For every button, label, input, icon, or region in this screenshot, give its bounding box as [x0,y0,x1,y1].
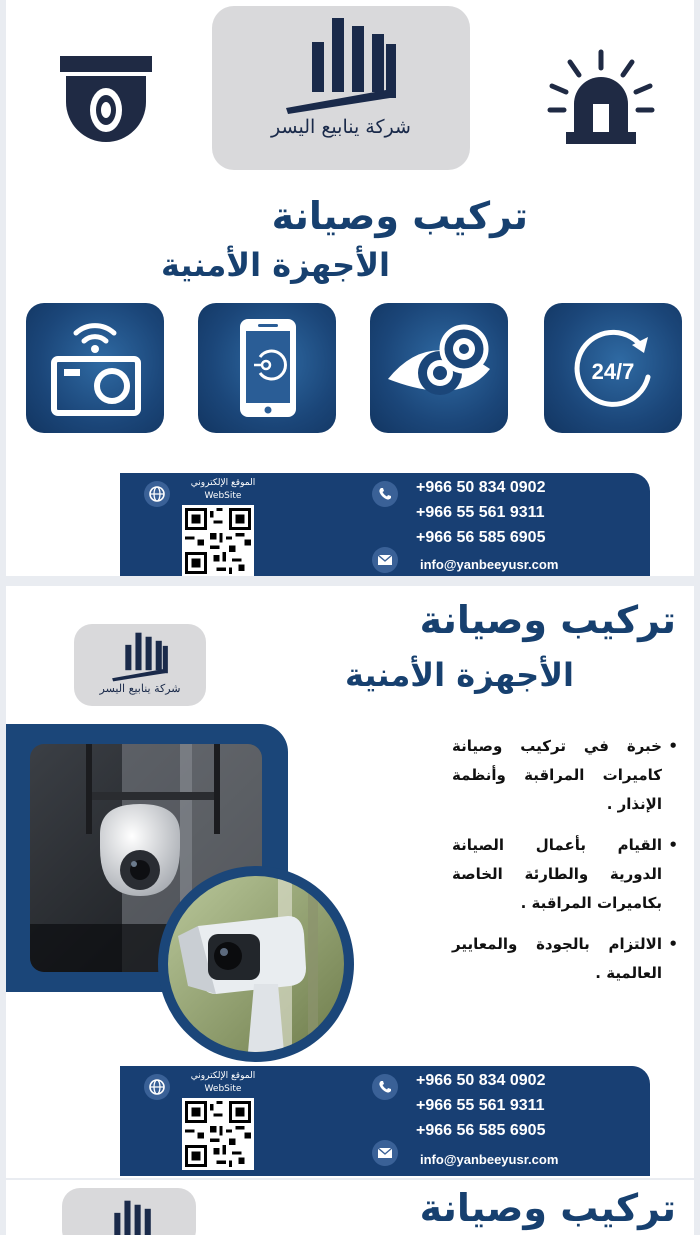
website-label [178,477,268,503]
headline-line-1-c: تركيب وصيانة [419,1186,676,1230]
tile-eye-watch [370,303,508,433]
flyer-panel-1 [6,0,694,576]
service-item-3: • الالتزام بالجودة والمعايير العالمية . [452,930,678,988]
tile-24-7 [544,303,682,433]
logo-bars-icon [266,14,416,114]
flyer-panel-3 [6,1180,694,1235]
bullet-camera-photo-frame [158,866,354,1062]
website-label-ar-2: الموقع الإلكتروني [190,1071,256,1081]
mail-icon-2 [372,1140,398,1166]
website-label-en: WebSite [204,491,242,501]
bullet-camera-photo [168,876,344,1052]
email-address-2[interactable]: info@yanbeeyusr.com [420,1152,559,1167]
security-camera-icon [50,46,162,150]
company-name: شركة ينابيع اليسر [271,116,411,138]
phone-icon [372,481,398,507]
service-item-1: • خبرة في تركيب وصيانة كاميرات المراقبة وأنظمة الإنذار . [452,732,678,819]
phone-number-1-b[interactable]: +966 50 834 0902 [416,1072,546,1089]
website-label-2 [178,1070,268,1096]
headline-line-1-b: تركيب وصيانة [419,598,676,642]
logo-bars-icon-cut [91,1198,167,1235]
tile-wifi-camera [26,303,164,433]
website-label-ar: الموقع الإلكتروني [190,478,256,488]
24-7-icon [544,303,682,433]
phone-access-icon [198,303,336,433]
contact-card [120,473,650,576]
wifi-camera-icon [26,303,164,433]
headline-line-2-b: الأجهزة الأمنية [344,656,574,694]
24-7-label: 24/7 [591,359,635,384]
mail-icon [372,547,398,573]
qr-code-2[interactable] [182,1098,254,1170]
service-item-2: • القيام بأعمال الصيانة الدورية والطارئة الخاصة بكاميرات المراقبة . [452,831,678,918]
logo-bars-icon-small [102,630,178,682]
globe-icon [144,481,170,507]
headline-line-1: تركيب وصيانة [271,194,528,238]
contact-card-2 [120,1066,650,1176]
phone-icon-2 [372,1074,398,1100]
phone-number-3-b[interactable]: +966 56 585 6905 [416,1122,546,1139]
phone-number-1[interactable]: +966 50 834 0902 [416,479,546,496]
globe-icon-2 [144,1074,170,1100]
alarm-siren-icon [546,48,656,148]
phone-number-2-b[interactable]: +966 55 561 9311 [416,1097,545,1114]
headline-line-2: الأجهزة الأمنية [160,246,390,284]
website-label-en-2: WebSite [204,1084,242,1094]
company-logo-cut [62,1188,196,1235]
phone-number-3[interactable]: +966 56 585 6905 [416,529,546,546]
qr-code-icon-2 [185,1101,251,1167]
tile-phone-access [198,303,336,433]
phone-number-2[interactable]: +966 55 561 9311 [416,504,545,521]
qr-code[interactable] [182,505,254,576]
company-logo-small [74,624,206,706]
eye-watch-icon [370,303,508,433]
qr-code-icon [185,508,251,574]
services-list [452,732,678,1000]
company-name-small: شركة ينابيع اليسر [99,682,181,695]
company-logo [212,6,470,170]
email-address[interactable]: info@yanbeeyusr.com [420,557,559,572]
